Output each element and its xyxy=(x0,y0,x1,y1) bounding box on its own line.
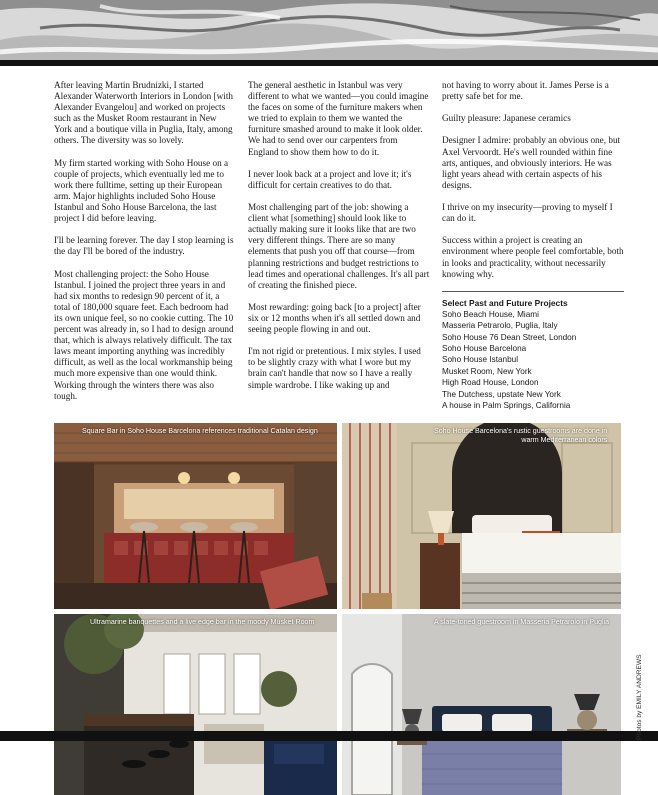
photo-credit xyxy=(627,654,643,740)
list-item: Soho House 76 Dean Street, London xyxy=(442,332,577,342)
photo-caption-line: Soho House Barcelona's rustic guestrooms are done in xyxy=(434,427,608,435)
photo-caption: Ultramarine banquettes and a live edge bar in the moody Musket Room xyxy=(90,618,315,626)
paragraph: I thrive on my insecurity—proving to myself I can do it. xyxy=(442,202,613,224)
list-item: Soho Beach House, Miami xyxy=(442,309,539,319)
photo-caption: A slate-toned guestroom in Masseria Petrarolo in Puglia xyxy=(434,618,610,626)
list-item: Masseria Petrarolo, Puglia, Italy xyxy=(442,321,558,331)
header-rule xyxy=(0,60,658,66)
article-column-1 xyxy=(54,80,236,413)
list-item: Soho House Barcelona xyxy=(442,344,527,353)
photo-credit-text: Photos by EMILY ANDREWS xyxy=(636,654,643,740)
photo-masseria-guestroom xyxy=(342,614,621,795)
photo-caption-line: warm Mediterranean colors xyxy=(521,436,608,444)
photo-musket-room xyxy=(54,614,337,795)
list-item: High Road House, London xyxy=(442,378,539,388)
paragraph: not having to worry about it. James Perse is a pretty safe bet for me. xyxy=(442,80,609,102)
list-item: Soho House Istanbul xyxy=(442,355,519,365)
list-item: The Dutchess, upstate New York xyxy=(442,389,561,399)
list-item: A house in Palm Springs, California xyxy=(442,401,571,411)
photo-barcelona-guestroom xyxy=(342,423,621,609)
photo-square-bar xyxy=(54,423,337,609)
article-column-3 xyxy=(442,80,624,411)
projects-heading: Select Past and Future Projects xyxy=(442,297,568,308)
photo-caption xyxy=(434,427,607,445)
paragraph: Most challenging project: the Soho House Istanbul. I joined the project three years in and had six months to redesign 90 percent of it, a total of 180,000 square feet. Each bedroom had its own unique feel, so no cookie cutting. The 10 percent was already in, so I had to design around that, which is always relatively difficult. The tax laws meant importing anything was incredibly difficult, as well as the local workmanship being much more expensive than one would think. Working through the winters there was also tough. xyxy=(54,268,234,401)
paragraph: I'll be learning forever. The day I stop learning is the day I'll be bored of the industry. xyxy=(54,235,234,257)
paragraph: I never look back at a project and love it; it's difficult for certain creatives to do that. xyxy=(248,168,412,190)
paragraph: My firm started working with Soho House on a couple of projects, which eventually led me to work there fulltime, setting up their European arm. Major highlights included Soho House Istanbul and Soho House Barcelona, the last project I did before leaving. xyxy=(54,157,229,224)
paragraph: Most challenging part of the job: showing a client what [something] should look like to actually making sure it looks like that are two very different things. There are so many elements that push you off that course—from planning restrictions and budget restrictions to lead times and operational challenges. It's all part of creating the finished piece. xyxy=(248,202,430,290)
photo-caption: Square Bar in Soho House Barcelona references traditional Catalan design xyxy=(82,427,318,435)
list-item: Musket Room, New York xyxy=(442,366,532,376)
paragraph: Success within a project is creating an environment where people feel comfortable, both in looks and practicality, without necessarily knowing why. xyxy=(442,235,624,279)
paragraph: I'm not rigid or pretentious. I mix styles. I used to be slightly crazy with what I wore but my brain can't handle that now so I have a really simple wardrobe. I like waking up and xyxy=(248,346,421,390)
article-column-2 xyxy=(248,80,430,402)
paragraph: After leaving Martin Brudnizki, I started Alexander Waterworth Interiors in London [with Alexander Evangelou] and worked on projects such as the Musket Room restaurant in New York and a boutique villa in Puglia, Italy, among others. The diversity was so lovely. xyxy=(54,80,233,146)
projects-list xyxy=(442,309,624,412)
paragraph: Designer I admire: probably an obvious one, but Axel Vervoordt. He's well rounded within fine arts, antiques, and obviously interiors. He was light years ahead with certain aspects of his designs. xyxy=(442,135,621,190)
paragraph: The general aesthetic in Istanbul was very different to what we wanted—you could imagine the faces on some of the furniture makers when we tried to explain to them we wanted the furniture smashed around to make it look older. We had to send over our carpenters from England to show them how to do it. xyxy=(248,80,429,157)
projects-divider xyxy=(442,291,624,292)
header-marble-art xyxy=(0,0,658,62)
paragraph: Most rewarding: going back [to a project] after six or 12 months when it's all settled down and seeing people flowing in and out. xyxy=(248,301,421,335)
paragraph: Guilty pleasure: Japanese ceramics xyxy=(442,113,571,124)
footer-rule xyxy=(0,731,658,741)
